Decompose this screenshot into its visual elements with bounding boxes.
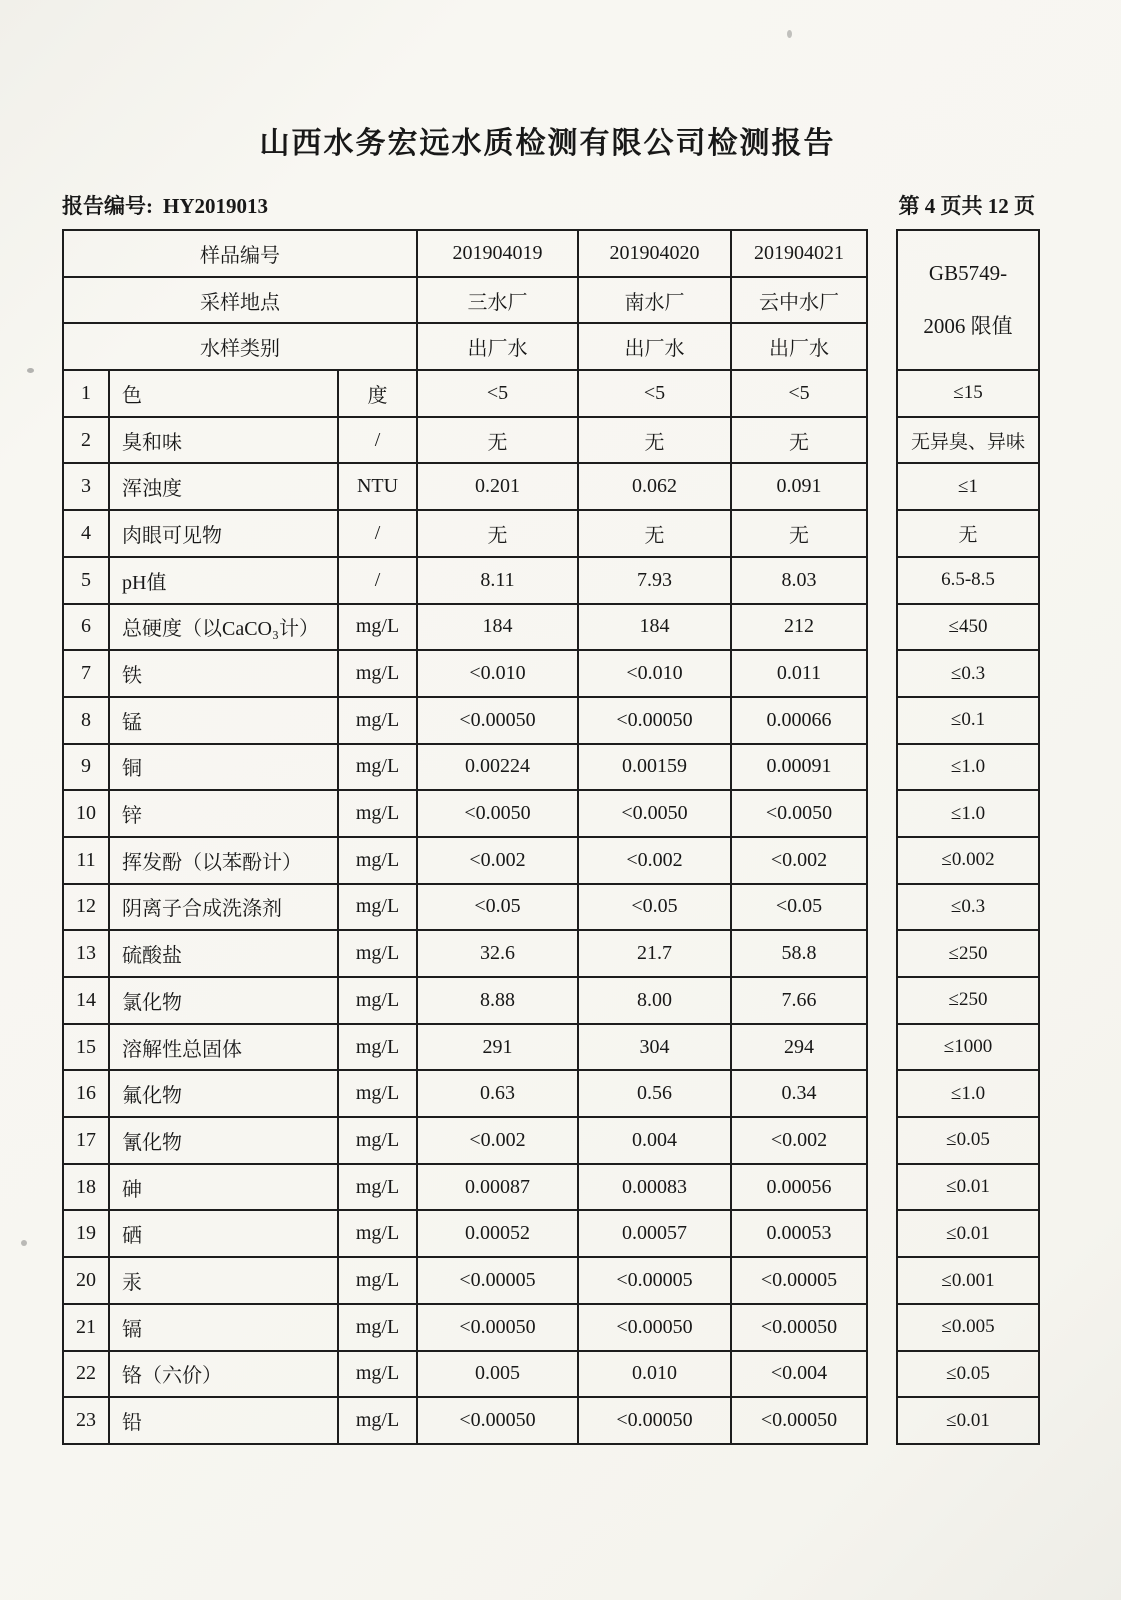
table-row (63, 884, 867, 931)
sample1-location: 三水厂 (417, 277, 578, 324)
sample1-value: <0.0050 (417, 790, 578, 837)
parameter-unit: mg/L (338, 604, 417, 651)
row-number: 14 (63, 977, 109, 1024)
row-number: 7 (63, 650, 109, 697)
limit-row (897, 697, 1039, 744)
limit-row (897, 790, 1039, 837)
sample1-value: 无 (417, 417, 578, 464)
sample3-value: 0.00066 (731, 697, 867, 744)
limit-row (897, 884, 1039, 931)
row-number: 9 (63, 744, 109, 791)
table-row (63, 1210, 867, 1257)
parameter-unit: mg/L (338, 790, 417, 837)
sample3-value: <0.00005 (731, 1257, 867, 1304)
limit-row (897, 1304, 1039, 1351)
sample2-value: 0.56 (578, 1070, 731, 1117)
row-number: 1 (63, 370, 109, 417)
limit-value: 无异臭、异味 (897, 417, 1039, 464)
parameter-unit: / (338, 557, 417, 604)
sample3-value: 无 (731, 417, 867, 464)
parameter-unit: mg/L (338, 1351, 417, 1398)
sample3-type: 出厂水 (731, 323, 867, 370)
sampling-location-label: 采样地点 (63, 277, 417, 324)
table-row (63, 650, 867, 697)
parameter-unit: mg/L (338, 650, 417, 697)
limit-value: ≤0.001 (897, 1257, 1039, 1304)
sample2-value: <0.00050 (578, 1397, 731, 1444)
parameter-name: 挥发酚（以苯酚计） (109, 837, 338, 884)
limit-value: 无 (897, 510, 1039, 557)
limit-value: ≤0.01 (897, 1210, 1039, 1257)
limit-row (897, 1210, 1039, 1257)
limits-header-row (897, 230, 1039, 370)
parameter-name: 铁 (109, 650, 338, 697)
limit-row (897, 463, 1039, 510)
scan-speck (21, 1240, 27, 1246)
parameter-name: 色 (109, 370, 338, 417)
limit-row (897, 370, 1039, 417)
row-number: 23 (63, 1397, 109, 1444)
sample-number-label: 样品编号 (63, 230, 417, 277)
row-number: 8 (63, 697, 109, 744)
parameter-name: 臭和味 (109, 417, 338, 464)
limit-row (897, 1024, 1039, 1071)
sample1-value: 0.00052 (417, 1210, 578, 1257)
sample3-value: 0.00053 (731, 1210, 867, 1257)
limit-row (897, 744, 1039, 791)
row-number: 21 (63, 1304, 109, 1351)
sample2-type: 出厂水 (578, 323, 731, 370)
parameter-name: 氰化物 (109, 1117, 338, 1164)
table-row (63, 510, 867, 557)
sample1-value: 184 (417, 604, 578, 651)
sample2-value: 无 (578, 510, 731, 557)
table-row (63, 1257, 867, 1304)
limits-table (896, 229, 1040, 1445)
limits-header-line1: GB5749- (928, 260, 1008, 285)
sample3-value: 8.03 (731, 557, 867, 604)
sample1-value: 0.201 (417, 463, 578, 510)
scan-speck (787, 30, 792, 38)
sample2-value: 0.00057 (578, 1210, 731, 1257)
sample2-value: 7.93 (578, 557, 731, 604)
parameter-unit: mg/L (338, 884, 417, 931)
table-row (63, 1397, 867, 1444)
sample2-value: <5 (578, 370, 731, 417)
parameter-unit: mg/L (338, 1304, 417, 1351)
row-number: 11 (63, 837, 109, 884)
table-row (63, 1117, 867, 1164)
limit-row (897, 930, 1039, 977)
sample3-value: 58.8 (731, 930, 867, 977)
table-row (63, 463, 867, 510)
sample2-value: 无 (578, 417, 731, 464)
limit-value: ≤0.01 (897, 1397, 1039, 1444)
row-number: 13 (63, 930, 109, 977)
row-number: 17 (63, 1117, 109, 1164)
sample2-value: <0.002 (578, 837, 731, 884)
row-number: 22 (63, 1351, 109, 1398)
sample1-value: <5 (417, 370, 578, 417)
sample2-value: 0.00083 (578, 1164, 731, 1211)
parameter-unit: NTU (338, 463, 417, 510)
limit-value: ≤1 (897, 463, 1039, 510)
sample3-value: <0.002 (731, 1117, 867, 1164)
limit-value: ≤0.002 (897, 837, 1039, 884)
limit-value: ≤0.1 (897, 697, 1039, 744)
sample3-value: <0.004 (731, 1351, 867, 1398)
sample2-value: <0.0050 (578, 790, 731, 837)
sample3-value: <0.00050 (731, 1304, 867, 1351)
limit-row (897, 557, 1039, 604)
header-row-sample-number (63, 230, 867, 277)
sample3-value: 0.00091 (731, 744, 867, 791)
parameter-unit: mg/L (338, 1257, 417, 1304)
limit-value: ≤0.01 (897, 1164, 1039, 1211)
parameter-unit: / (338, 510, 417, 557)
sample3-value: <0.00050 (731, 1397, 867, 1444)
sample2-value: 304 (578, 1024, 731, 1071)
parameter-name: 汞 (109, 1257, 338, 1304)
page-indicator: 第 4 页共 12 页 (898, 194, 1035, 218)
sample3-value: <0.002 (731, 837, 867, 884)
row-number: 20 (63, 1257, 109, 1304)
parameter-name: 溶解性总固体 (109, 1024, 338, 1071)
table-row (63, 744, 867, 791)
header-row-sampling-location (63, 277, 867, 324)
table-row (63, 1024, 867, 1071)
row-number: 6 (63, 604, 109, 651)
sample1-value: 0.00224 (417, 744, 578, 791)
sample2-value: <0.00005 (578, 1257, 731, 1304)
report-number-value: HY2019013 (163, 194, 268, 218)
limit-value: ≤1.0 (897, 790, 1039, 837)
parameter-unit: / (338, 417, 417, 464)
table-row (63, 790, 867, 837)
parameter-name: 氯化物 (109, 977, 338, 1024)
limit-value: ≤250 (897, 977, 1039, 1024)
report-number (62, 190, 268, 220)
row-number: 16 (63, 1070, 109, 1117)
limit-row (897, 650, 1039, 697)
limit-value: ≤0.05 (897, 1117, 1039, 1164)
table-row (63, 1070, 867, 1117)
sample2-location: 南水厂 (578, 277, 731, 324)
water-quality-table (62, 229, 868, 1445)
parameter-name: 总硬度（以CaCO₃计） (109, 604, 338, 651)
table-row (63, 557, 867, 604)
table-row (63, 930, 867, 977)
sample2-value: <0.010 (578, 650, 731, 697)
parameter-name: 锰 (109, 697, 338, 744)
sample1-value: <0.010 (417, 650, 578, 697)
parameter-unit: mg/L (338, 697, 417, 744)
sample2-value: 0.004 (578, 1117, 731, 1164)
sample1-value: 0.00087 (417, 1164, 578, 1211)
sample1-value: 0.63 (417, 1070, 578, 1117)
sample1-value: <0.00050 (417, 1397, 578, 1444)
table-row (63, 604, 867, 651)
parameter-name: 氟化物 (109, 1070, 338, 1117)
limit-row (897, 837, 1039, 884)
table-row (63, 417, 867, 464)
sample1-value: <0.00005 (417, 1257, 578, 1304)
limit-row (897, 1070, 1039, 1117)
limits-header-cell (897, 230, 1039, 370)
sample1-id: 201904019 (417, 230, 578, 277)
limit-value: ≤15 (897, 370, 1039, 417)
limit-row (897, 977, 1039, 1024)
parameter-unit: mg/L (338, 1164, 417, 1211)
limit-value: ≤1.0 (897, 1070, 1039, 1117)
sample3-id: 201904021 (731, 230, 867, 277)
limit-row (897, 1257, 1039, 1304)
sample1-value: 32.6 (417, 930, 578, 977)
report-meta-row (62, 190, 1035, 220)
sample2-id: 201904020 (578, 230, 731, 277)
sample3-location: 云中水厂 (731, 277, 867, 324)
parameter-name: 浑浊度 (109, 463, 338, 510)
sample1-value: <0.05 (417, 884, 578, 931)
sample-type-label: 水样类别 (63, 323, 417, 370)
limit-row (897, 417, 1039, 464)
parameter-name: 铬（六价） (109, 1351, 338, 1398)
sample2-value: <0.05 (578, 884, 731, 931)
limit-value: ≤0.005 (897, 1304, 1039, 1351)
parameter-unit: mg/L (338, 930, 417, 977)
sample2-value: <0.00050 (578, 1304, 731, 1351)
row-number: 18 (63, 1164, 109, 1211)
parameter-unit: mg/L (338, 1070, 417, 1117)
sample3-value: 7.66 (731, 977, 867, 1024)
table-row (63, 837, 867, 884)
sample2-value: 0.00159 (578, 744, 731, 791)
sample2-value: 8.00 (578, 977, 731, 1024)
limit-row (897, 1397, 1039, 1444)
sample3-value: <5 (731, 370, 867, 417)
parameter-name: 肉眼可见物 (109, 510, 338, 557)
limit-value: ≤1000 (897, 1024, 1039, 1071)
limit-value: ≤250 (897, 930, 1039, 977)
sample2-value: 21.7 (578, 930, 731, 977)
report-number-label: 报告编号: (62, 194, 153, 218)
sample1-value: 0.005 (417, 1351, 578, 1398)
parameter-name: 阴离子合成洗涤剂 (109, 884, 338, 931)
sample1-value: <0.00050 (417, 1304, 578, 1351)
limit-row (897, 1164, 1039, 1211)
sample3-value: 0.011 (731, 650, 867, 697)
parameter-name: 锌 (109, 790, 338, 837)
table-row (63, 1351, 867, 1398)
table-row (63, 977, 867, 1024)
parameter-name: pH值 (109, 557, 338, 604)
row-number: 15 (63, 1024, 109, 1071)
header-row-sample-type (63, 323, 867, 370)
sample1-value: 8.11 (417, 557, 578, 604)
sample3-value: 0.00056 (731, 1164, 867, 1211)
sample1-value: <0.002 (417, 837, 578, 884)
sample1-value: <0.002 (417, 1117, 578, 1164)
table-row (63, 1304, 867, 1351)
sample1-type: 出厂水 (417, 323, 578, 370)
table-row (63, 697, 867, 744)
parameter-unit: 度 (338, 370, 417, 417)
parameter-name: 硫酸盐 (109, 930, 338, 977)
parameter-name: 铜 (109, 744, 338, 791)
parameter-name: 硒 (109, 1210, 338, 1257)
sample2-value: 0.062 (578, 463, 731, 510)
limit-value: ≤0.05 (897, 1351, 1039, 1398)
parameter-unit: mg/L (338, 837, 417, 884)
limit-row (897, 510, 1039, 557)
parameter-unit: mg/L (338, 1024, 417, 1071)
row-number: 12 (63, 884, 109, 931)
parameter-unit: mg/L (338, 744, 417, 791)
sample2-value: 0.010 (578, 1351, 731, 1398)
sample3-value: <0.0050 (731, 790, 867, 837)
water-quality-tables (62, 229, 1121, 1445)
parameter-name: 镉 (109, 1304, 338, 1351)
sample2-value: 184 (578, 604, 731, 651)
limit-value: ≤450 (897, 604, 1039, 651)
sample3-value: 无 (731, 510, 867, 557)
limit-value: ≤0.3 (897, 650, 1039, 697)
parameter-unit: mg/L (338, 1117, 417, 1164)
limit-row (897, 1351, 1039, 1398)
row-number: 2 (63, 417, 109, 464)
limit-value: ≤1.0 (897, 744, 1039, 791)
limit-value: 6.5-8.5 (897, 557, 1039, 604)
parameter-unit: mg/L (338, 977, 417, 1024)
limit-row (897, 604, 1039, 651)
row-number: 4 (63, 510, 109, 557)
limit-value: ≤0.3 (897, 884, 1039, 931)
sample3-value: 212 (731, 604, 867, 651)
table-row (63, 370, 867, 417)
limits-header-line2: 2006 限值 (923, 313, 1013, 338)
sample2-value: <0.00050 (578, 697, 731, 744)
scan-speck (27, 368, 34, 373)
sample3-value: 0.34 (731, 1070, 867, 1117)
sample1-value: <0.00050 (417, 697, 578, 744)
row-number: 3 (63, 463, 109, 510)
sample1-value: 无 (417, 510, 578, 557)
sample3-value: 294 (731, 1024, 867, 1071)
sample3-value: 0.091 (731, 463, 867, 510)
page-title: 山西水务宏远水质检测有限公司检测报告 (259, 127, 836, 160)
row-number: 10 (63, 790, 109, 837)
sample1-value: 291 (417, 1024, 578, 1071)
parameter-unit: mg/L (338, 1210, 417, 1257)
sample3-value: <0.05 (731, 884, 867, 931)
sample1-value: 8.88 (417, 977, 578, 1024)
parameter-unit: mg/L (338, 1397, 417, 1444)
row-number: 5 (63, 557, 109, 604)
row-number: 19 (63, 1210, 109, 1257)
table-row (63, 1164, 867, 1211)
parameter-name: 铅 (109, 1397, 338, 1444)
limit-row (897, 1117, 1039, 1164)
parameter-name: 砷 (109, 1164, 338, 1211)
